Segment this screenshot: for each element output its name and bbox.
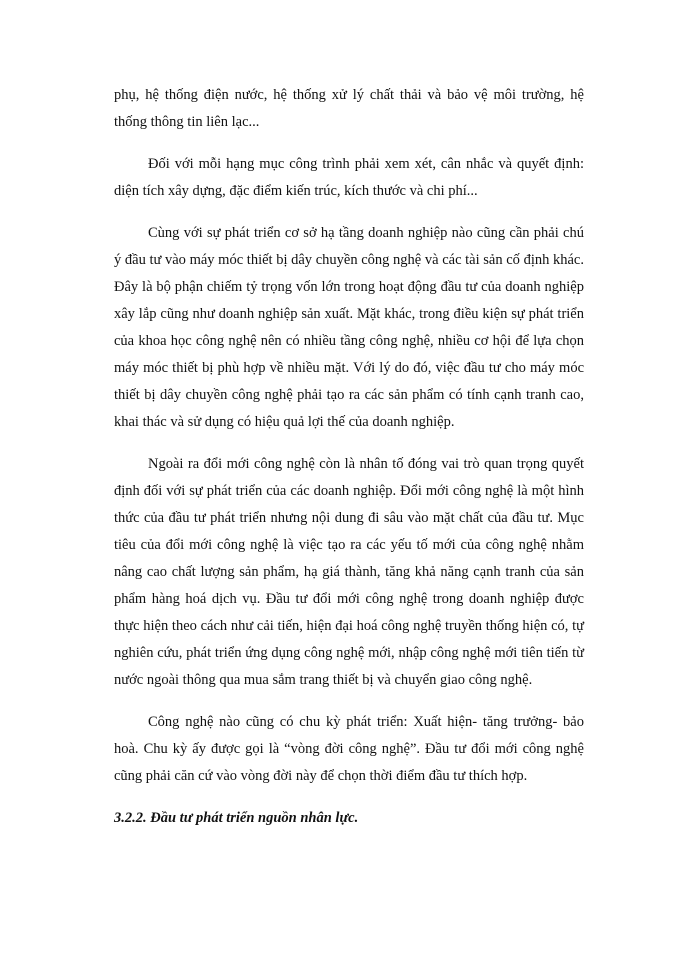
paragraph-technology-innovation: Ngoài ra đổi mới công nghệ còn là nhân tố đóng vai trò quan trọng quyết định đối với sự phát triển của các doanh nghiệp. Đổi mới công nghệ là một hình thức của đầu tư phát triển nhưng nội dung đi sâu vào mặt chất của đầu tư. Mục tiêu của đổi mới công nghệ là việc tạo ra các yếu tố mới của công nghệ nhằm nâng cao chất lượng sản phẩm, hạ giá thành, tăng khả năng cạnh tranh của sản phẩm hàng hoá dịch vụ. Đầu tư đổi mới công nghệ trong doanh nghiệp được thực hiện theo cách như cải tiến, hiện đại hoá công nghệ truyền thống hiện có, tự nghiên cứu, phát triển ứng dụng công nghệ mới, nhập công nghệ mới tiên tiến từ nước ngoài thông qua mua sắm trang thiết bị và chuyển giao công nghệ. [114,456,584,688]
paragraph-construction-items: Đối với mỗi hạng mục công trình phải xem xét, cân nhắc và quyết định: diện tích xây dựng, đặc điểm kiến trúc, kích thước và chi phí... [114,156,584,199]
paragraph-continuation: phụ, hệ thống điện nước, hệ thống xử lý chất thải và bảo vệ môi trường, hệ thống thông tin liên lạc... [114,87,584,130]
paragraph-equipment-investment: Cùng với sự phát triển cơ sở hạ tầng doanh nghiệp nào cũng cần phải chú ý đầu tư vào máy móc thiết bị dây chuyền công nghệ và các tài sản cố định khác. Đây là bộ phận chiếm tỷ trọng vốn lớn trong hoạt động đầu tư của doanh nghiệp xây lắp cũng như doanh nghiệp sản xuất. Mặt khác, trong điều kiện sự phát triển của khoa học công nghệ nên có nhiều tầng công nghệ, nhiều cơ hội để lựa chọn máy móc thiết bị phù hợp về nhiều mặt. Với lý do đó, việc đầu tư cho máy móc thiết bị dây chuyền công nghệ phải tạo ra các sản phẩm có tính cạnh tranh cao, khai thác và sử dụng có hiệu quả lợi thế của doanh nghiệp. [114,225,584,430]
document-body [114,82,584,832]
paragraph-technology-lifecycle: Công nghệ nào cũng có chu kỳ phát triển: Xuất hiện- tăng trưởng- bảo hoà. Chu kỳ ấy được gọi là “vòng đời công nghệ”. Đầu tư đổi mới công nghệ cũng phải căn cứ vào vòng đời này để chọn thời điểm đầu tư thích hợp. [114,714,584,784]
section-heading: 3.2.2. Đầu tư phát triển nguồn nhân lực. [114,810,359,826]
